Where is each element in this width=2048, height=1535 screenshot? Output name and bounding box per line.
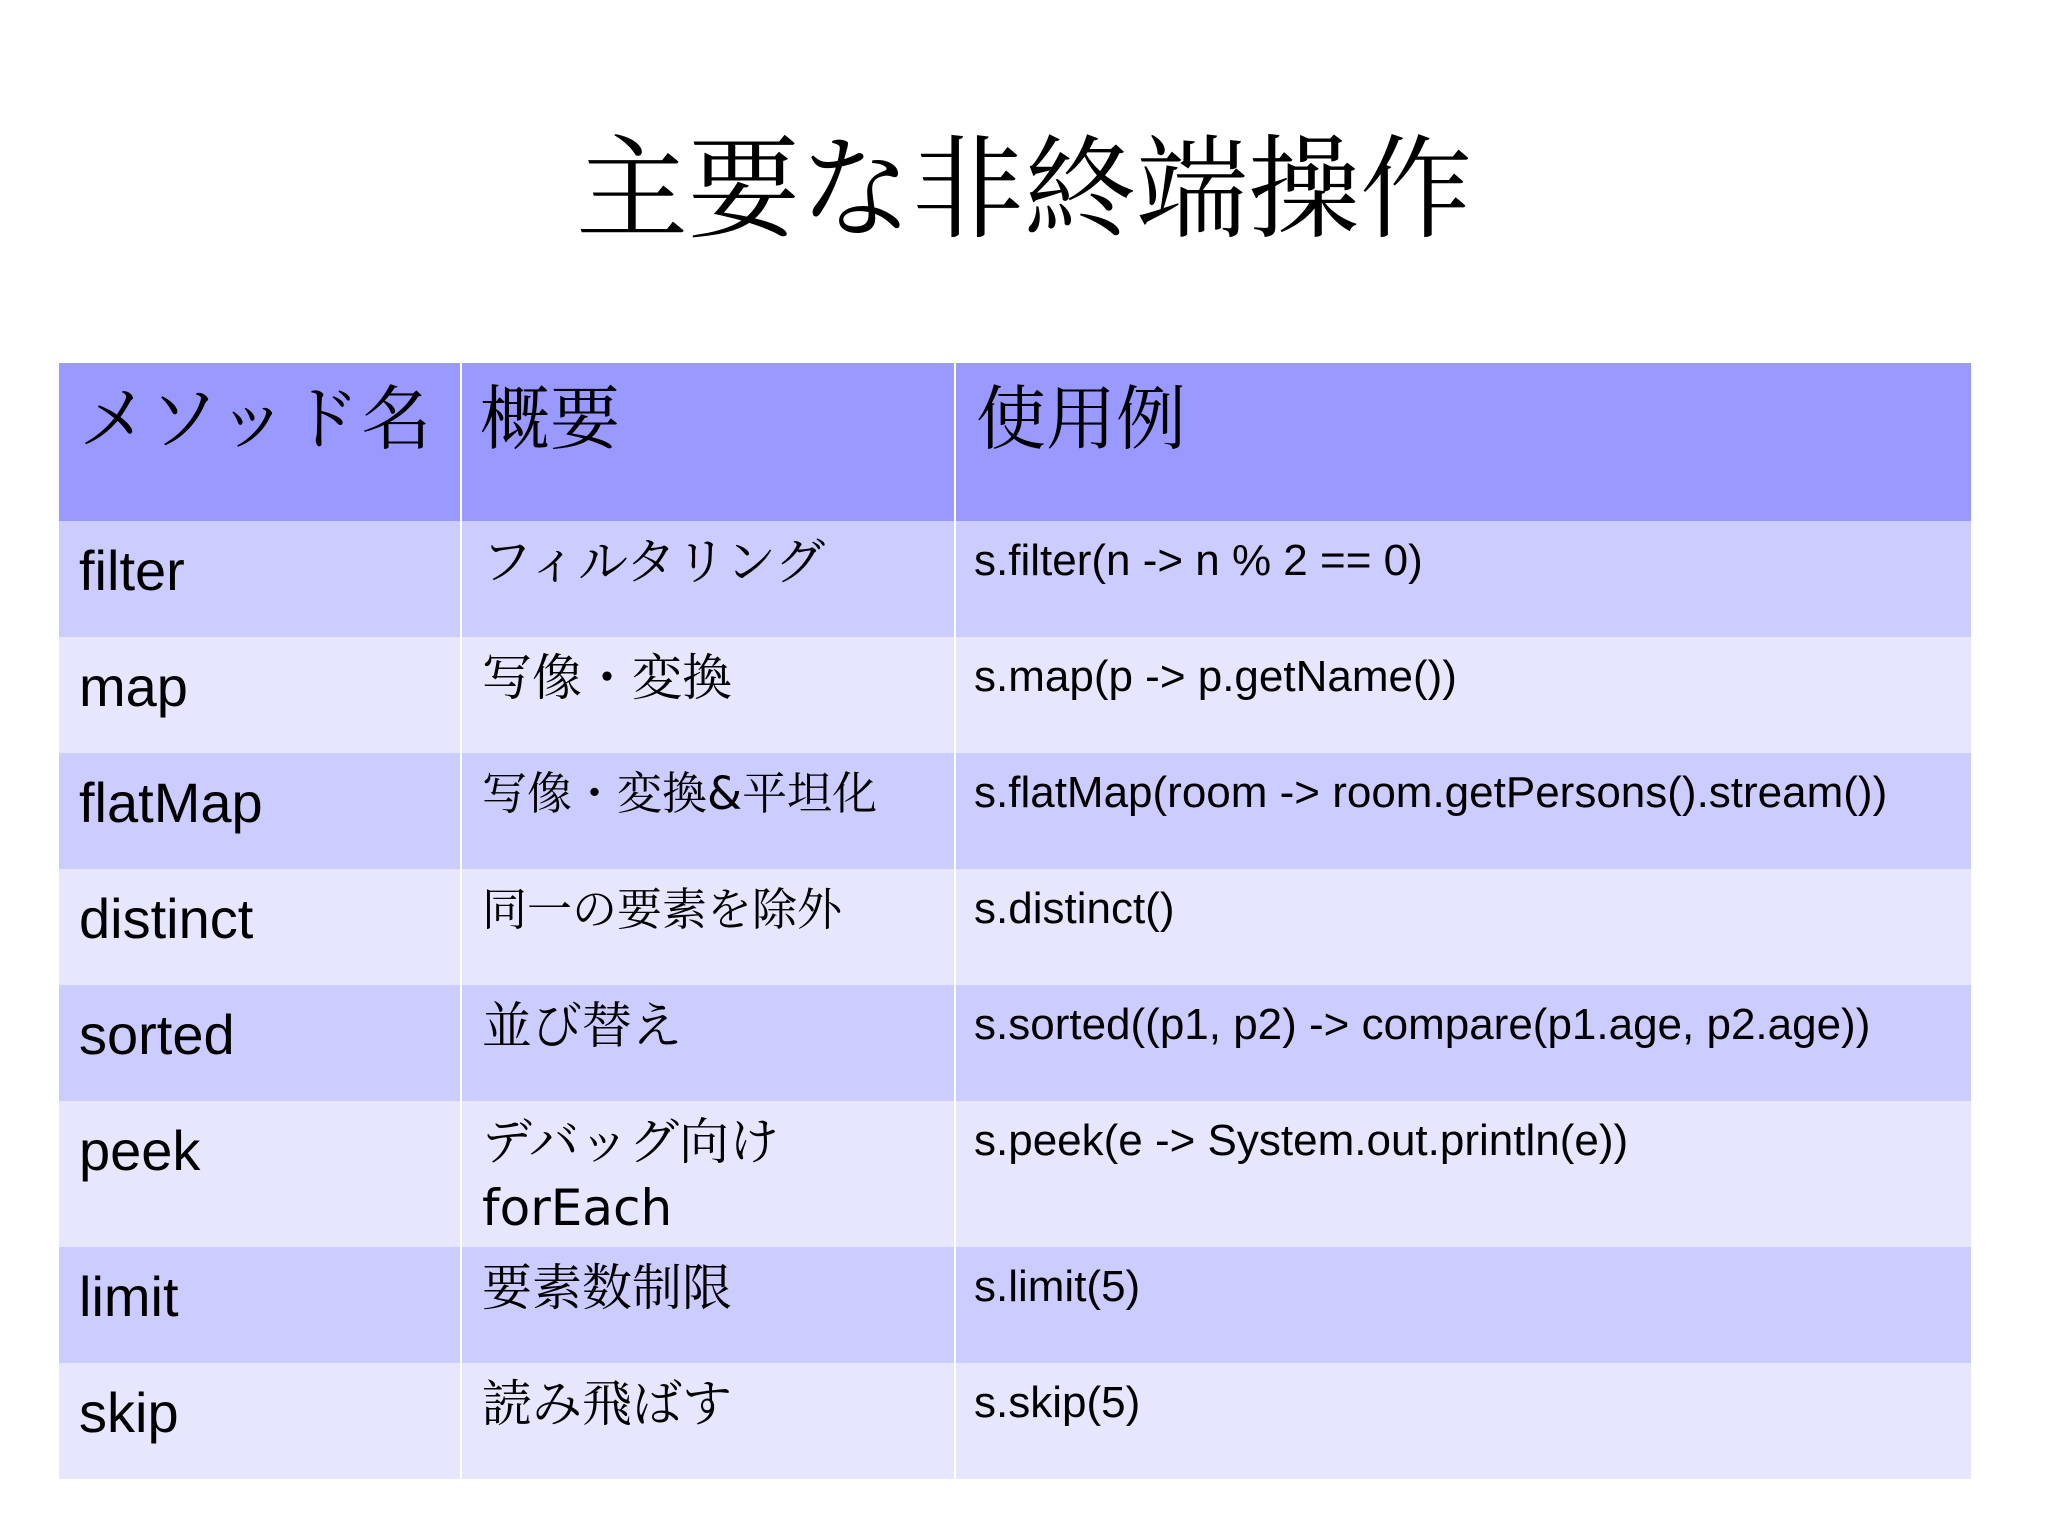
method-summary: 読み飛ばす <box>461 1363 955 1479</box>
table-header-row <box>59 363 1971 521</box>
method-example: s.distinct() <box>955 869 1971 985</box>
header-summary: 概要 <box>461 363 955 521</box>
method-summary: 同一の要素を除外 <box>461 869 955 985</box>
method-name: distinct <box>59 869 461 985</box>
method-summary: 並び替え <box>461 985 955 1101</box>
method-summary: デバッグ向け forEach <box>461 1101 955 1247</box>
method-name: map <box>59 637 461 753</box>
method-example: s.sorted((p1, p2) -> compare(p1.age, p2.age)) <box>955 985 1971 1101</box>
method-name: limit <box>59 1247 461 1363</box>
method-example: s.flatMap(room -> room.getPersons().stream()) <box>955 753 1971 869</box>
method-name: filter <box>59 521 461 637</box>
table-row <box>59 869 1971 985</box>
method-example: s.skip(5) <box>955 1363 1971 1479</box>
method-example: s.limit(5) <box>955 1247 1971 1363</box>
method-example: s.peek(e -> System.out.println(e)) <box>955 1101 1971 1247</box>
table-row <box>59 1101 1971 1247</box>
table-row <box>59 1247 1971 1363</box>
table-row <box>59 985 1971 1101</box>
slide-title: 主要な非終端操作 <box>576 125 1472 255</box>
method-name: peek <box>59 1101 461 1247</box>
method-name: skip <box>59 1363 461 1479</box>
table-row <box>59 637 1971 753</box>
header-example: 使用例 <box>955 363 1971 521</box>
operations-table <box>59 363 1971 1479</box>
method-name: flatMap <box>59 753 461 869</box>
method-summary: 写像・変換 <box>461 637 955 753</box>
method-name: sorted <box>59 985 461 1101</box>
method-example: s.filter(n -> n % 2 == 0) <box>955 521 1971 637</box>
table-row <box>59 1363 1971 1479</box>
table-row <box>59 521 1971 637</box>
method-summary: フィルタリング <box>461 521 955 637</box>
method-summary: 写像・変換&平坦化 <box>461 753 955 869</box>
table-row <box>59 753 1971 869</box>
method-summary: 要素数制限 <box>461 1247 955 1363</box>
method-example: s.map(p -> p.getName()) <box>955 637 1971 753</box>
header-method: メソッド名 <box>59 363 461 521</box>
